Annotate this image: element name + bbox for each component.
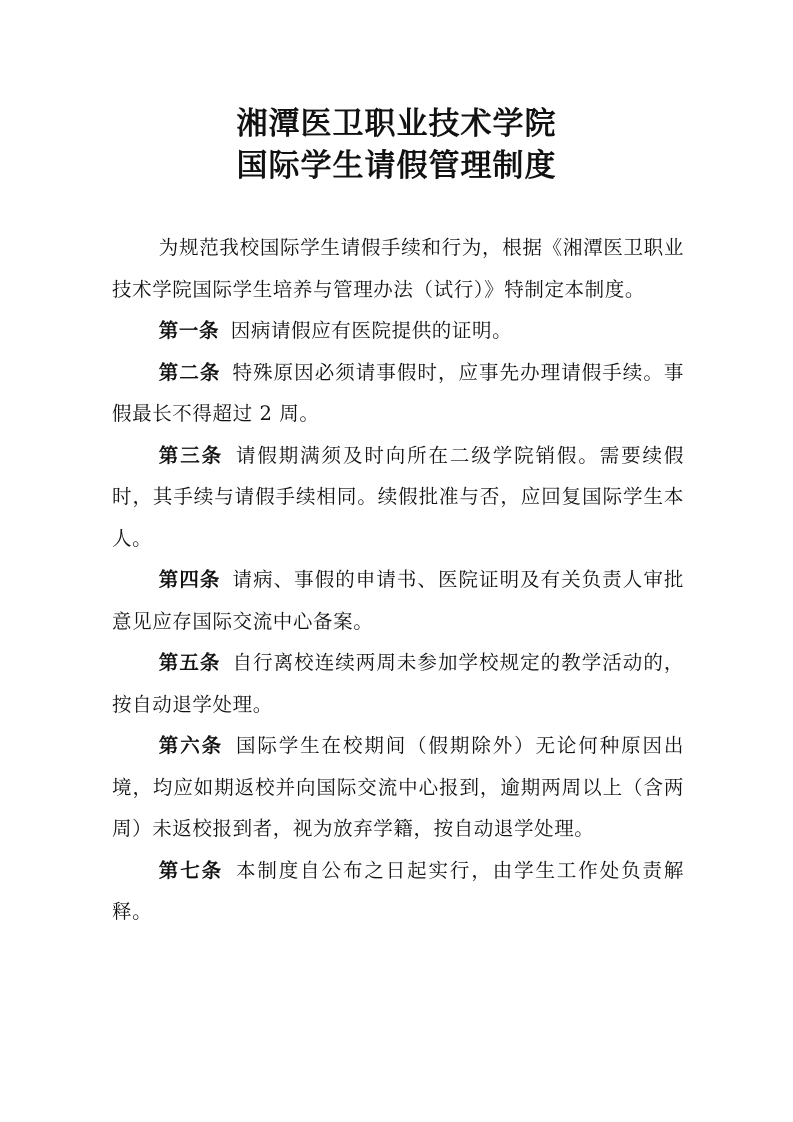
- article-label: 第四条: [158, 568, 221, 591]
- article-6: [112, 725, 684, 850]
- article-label: 第二条: [158, 360, 221, 384]
- article-text: 自行离校连续两周未参加学校规定的教学活动的，按自动退学处理。: [112, 651, 684, 716]
- article-text: 国际学生在校期间（假期除外）无论何种原因出境，均应如期返校并向国际交流中心报到，逾期两周以上（含两周）未返校报到者，视为放弃学籍，按自动退学处理。: [112, 734, 684, 840]
- article-5: [112, 642, 684, 725]
- intro-paragraph: 为规范我校国际学生请假手续和行为，根据《湘潭医卫职业技术学院国际学生培养与管理办法（试行）》特制定本制度。: [112, 236, 684, 301]
- article-label: 第五条: [158, 651, 221, 674]
- article-text: 本制度自公布之日起实行，由学生工作处负责解释。: [112, 858, 684, 923]
- document-title-line-2: 国际学生请假管理制度: [236, 148, 557, 184]
- article-7: [112, 850, 684, 933]
- article-1: [112, 310, 684, 352]
- article-label: 第三条: [158, 443, 223, 467]
- article-text: 因病请假应有医院提供的证明。: [230, 319, 513, 342]
- article-text: 请病、事假的申请书、医院证明及有关负责人审批意见应存国际交流中心备案。: [112, 568, 684, 633]
- article-label: 第六条: [158, 734, 223, 757]
- article-label: 第一条: [158, 319, 220, 342]
- article-text: 请假期满须及时向所在二级学院销假。需要续假时，其手续与请假手续相同。续假批准与否，应回复国际学生本人。: [112, 443, 684, 550]
- document-title-line-1: 湘潭医卫职业技术学院: [236, 106, 557, 142]
- article-3: [112, 435, 684, 560]
- article-4: [112, 559, 684, 642]
- article-text: 特殊原因必须请事假时，应事先办理请假手续。事假最长不得超过 2 周。: [112, 360, 684, 425]
- article-label: 第七条: [158, 858, 223, 882]
- article-2: [112, 352, 684, 435]
- document-body: [112, 227, 684, 933]
